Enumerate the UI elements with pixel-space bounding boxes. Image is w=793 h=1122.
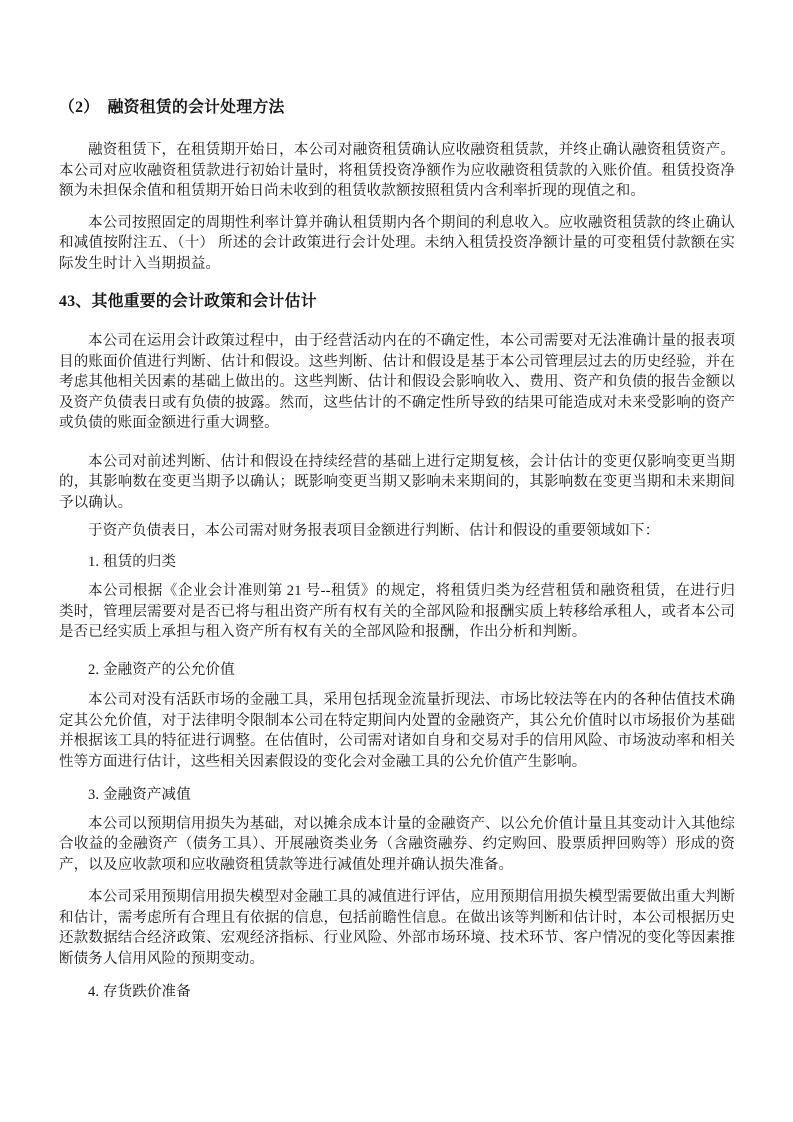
paragraph-estimates-1: 本公司在运用会计政策过程中，由于经营活动内在的不确定性，本公司需要对无法准确计量的报表项目的账面价值进行判断、估计和假设。这些判断、估计和假设是基于本公司管理层过去的历史经验，并在考虑其他相关因素的基础上做出的。这些判断、估计和假设会影响收入、费用、资产和负债的报告金额以及资产负债表日或有负债的披露。然而，这些估计的不确定性所导致的结果可能造成对未来受影响的资产或负债的账面金额进行重大调整。 (59, 333, 735, 431)
paragraph-impairment-1: 本公司以预期信用损失为基础，对以摊余成本计量的金融资产、以公允价值计量且其变动计入其他综合收益的金融资产（债务工具）、开展融资类业务（含融资融券、约定购回、股票质押回购等）形成的资产，以及应收款项和应收融资租赁款等进行减值处理并确认损失准备。 (59, 815, 735, 873)
list-item-heading-4-inventory: 4. 存货跌价准备 (88, 984, 191, 1000)
list-item-heading-1-lease-classification: 1. 租赁的归类 (88, 553, 177, 570)
paragraph-finance-lease-2: 本公司按照固定的周期性利率计算并确认租赁期内各个期间的利息收入。应收融资租赁款的终止确认和减值按附注五、（十） 所述的会计政策进行会计处理。未纳入租赁投资净额计量的可变租赁付款额在实际发生时计入当期损益。 (59, 214, 735, 272)
list-item-heading-2-fair-value: 2. 金融资产的公允价值 (88, 661, 235, 678)
paragraph-finance-lease-1: 融资租赁下，在租赁期开始日，本公司对融资租赁确认应收融资租赁款，并终止确认融资租赁资产。本公司对应收融资租赁款进行初始计量时，将租赁投资净额作为应收融资租赁款的入账价值。租赁投资净额为未担保余值和租赁期开始日尚未收到的租赁收款额按照租赁内含利率折现的现值之和。 (59, 142, 735, 199)
paragraph-lease-classification: 本公司根据《企业会计准则第 21 号--租赁》的规定，将租赁归类为经营租赁和融资租赁，在进行归类时，管理层需要对是否已将与租出资产所有权有关的全部风险和报酬实质上转移给承租人，或者本公司是否已经实质上承担与租入资产所有权有关的全部风险和报酬，作出分析和判断。 (59, 583, 735, 640)
section-heading-43: 43、其他重要的会计政策和会计估计 (59, 293, 317, 310)
paragraph-impairment-2: 本公司采用预期信用损失模型对金融工具的减值进行评估，应用预期信用损失模型需要做出重大判断和估计，需考虑所有合理且有依据的信息，包括前瞻性信息。在做出该等判断和估计时，本公司根据历史还款数据结合经济政策、宏观经济指标、行业风险、外部市场环境、技术环节、客户情况的变化等因素推断债务人信用风险的预期变动。 (59, 889, 735, 967)
list-item-heading-3-impairment: 3. 金融资产减值 (88, 787, 191, 803)
paragraph-estimates-intro: 于资产负债表日，本公司需对财务报表项目金额进行判断、估计和假设的重要领域如下： (88, 523, 660, 539)
sub-section-heading-finance-lease: （2） 融资租赁的会计处理方法 (59, 99, 285, 116)
paragraph-fair-value: 本公司对没有活跃市场的金融工具，采用包括现金流量折现法、市场比较法等在内的各种估值技术确定其公允价值，对于法律明令限制本公司在特定期间内处置的金融资产，其公允价值时以市场报价为基础并根据该工具的特征进行调整。在估值时，公司需对诸如自身和交易对手的信用风险、市场波动率和相关性等方面进行估计，这些相关因素假设的变化会对金融工具的公允价值产生影响。 (59, 692, 735, 770)
paragraph-estimates-2: 本公司对前述判断、估计和假设在持续经营的基础上进行定期复核，会计估计的变更仅影响变更当期的，其影响数在变更当期予以确认；既影响变更当期又影响未来期间的，其影响数在变更当期和未来期间予以确认。 (59, 453, 735, 511)
